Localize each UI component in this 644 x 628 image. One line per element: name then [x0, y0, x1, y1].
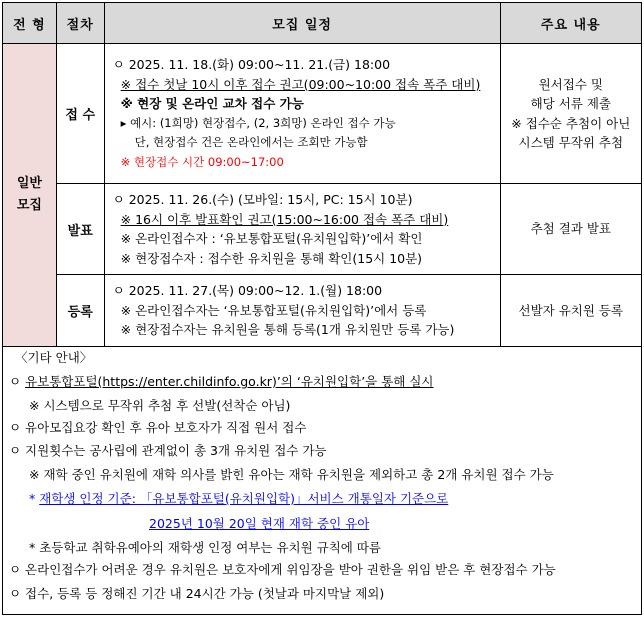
row-apply: [3, 44, 642, 184]
schedule-register: [104, 275, 500, 347]
apply-line5: 단, 현장접수 건은 온라인에서는 조회만 가능함: [134, 135, 368, 149]
announce-line3: ※ 온라인접수자 : ‘유보통합포털(유치원입학)’에서 확인: [120, 231, 423, 246]
row-announce: [3, 184, 642, 275]
notes-heading: 〈기타 안내〉: [15, 350, 93, 365]
note-guardian: ㅇ 유아모집요강 확인 후 유아 보호자가 직접 원서 접수: [9, 420, 307, 435]
apply-line4: ▸ 예시: (1희망) 현장접수, (2, 3희망) 온라인 접수 가능: [120, 115, 396, 130]
note-current-student: ※ 재학 중인 유치원에 재학 의사를 밝힌 유아는 재학 유치원을 제외하고 총 2개 유치원 접수 가능: [29, 467, 554, 482]
row-register: [3, 275, 642, 347]
note-proxy: ㅇ 온라인접수가 어려운 경우 유치원은 보호자에게 위임장을 받아 권한을 위임 받은 후 현장접수 가능: [9, 562, 556, 577]
note-criteria-text: 재학생 인정 기준: 「유보통합포털(유치원입학)」서비스 개통일자 기준으로: [39, 491, 449, 506]
apply-main4: 시스템 무작위 추첨: [518, 135, 624, 150]
procedure-register: 등록: [56, 275, 104, 347]
schedule-apply: [104, 44, 500, 184]
header-content: 주요 내용: [500, 3, 641, 44]
note-hours: ㅇ 접수, 등록 등 정해진 기간 내 24시간 가능 (첫날과 마지막날 제외): [9, 586, 385, 601]
header-procedure: 절차: [56, 3, 104, 44]
type-cell: [3, 44, 57, 347]
apply-line2: ※ 접수 첫날 10시 이후 접수 권고(09:00~10:00 접속 폭주 대비): [120, 76, 481, 92]
note-portal-bullet: ㅇ: [9, 374, 26, 389]
note-deferred: * 초등학교 취학유예아의 재학생 인정 여부는 유치원 규칙에 따름: [29, 540, 381, 555]
note-portal-link[interactable]: 유보통합포털(https://enter.childinfo.go.kr)’의 ‘유치원입학’을 통해 실시: [25, 374, 434, 389]
announce-line2: ※ 16시 이후 발표확인 권고(15:00~16:00 접속 폭주 대비): [120, 211, 449, 227]
schedule-announce: [104, 184, 500, 275]
register-line3: ※ 현장접수자는 유치원을 통해 등록(1개 유치원만 등록 가능): [120, 322, 455, 337]
note-portal: [9, 372, 434, 390]
note-limit: ㅇ 지원횟수는 공사립에 관계없이 총 3개 유치원 접수 가능: [9, 443, 327, 458]
content-register: 선발자 유치원 등록: [500, 275, 641, 347]
notes-box: [2, 338, 642, 615]
schedule-table: [2, 2, 642, 347]
apply-main1: 원서접수 및: [538, 76, 603, 92]
note-criteria-date: 2025년 10월 20일 현재 재학 중인 유아: [149, 516, 370, 531]
register-line1: ㅇ 2025. 11. 27.(목) 09:00~12. 1.(월) 18:00: [112, 283, 383, 298]
content-apply: [500, 44, 641, 184]
note-criteria-star: *: [29, 491, 40, 506]
type-label-1: 일반: [16, 175, 42, 191]
announce-line4: ※ 현장접수자 : 접수한 유치원을 통해 확인(15시 10분): [120, 250, 423, 266]
procedure-announce: 발표: [56, 184, 104, 275]
header-schedule: 모집 일정: [104, 3, 500, 44]
content-announce: 추첨 결과 발표: [500, 184, 641, 275]
apply-line1: ㅇ 2025. 11. 18.(화) 09:00~11. 21.(금) 18:00: [112, 57, 391, 72]
note-criteria: [29, 489, 448, 507]
apply-main3: ※ 접수순 추첨이 아닌: [511, 115, 631, 131]
apply-line6: ※ 현장접수 시간 09:00~17:00: [120, 154, 284, 169]
header-type: 전 형: [3, 3, 57, 44]
register-line2: ※ 온라인접수자는 ‘유보통합포털(유치원입학)’에서 등록: [120, 302, 427, 318]
apply-main2: 해당 서류 제출: [530, 96, 611, 111]
announce-line1: ㅇ 2025. 11. 26.(수) (모바일: 15시, PC: 15시 10분): [112, 192, 413, 207]
procedure-apply: 접 수: [56, 44, 104, 184]
note-random-draw: ※ 시스템으로 무작위 추첨 후 선발(선착순 아님): [29, 398, 291, 413]
header-row: [3, 3, 642, 44]
type-label-2: 모집: [16, 197, 42, 213]
apply-line3: ※ 현장 및 온라인 교차 접수 가능: [120, 96, 304, 111]
